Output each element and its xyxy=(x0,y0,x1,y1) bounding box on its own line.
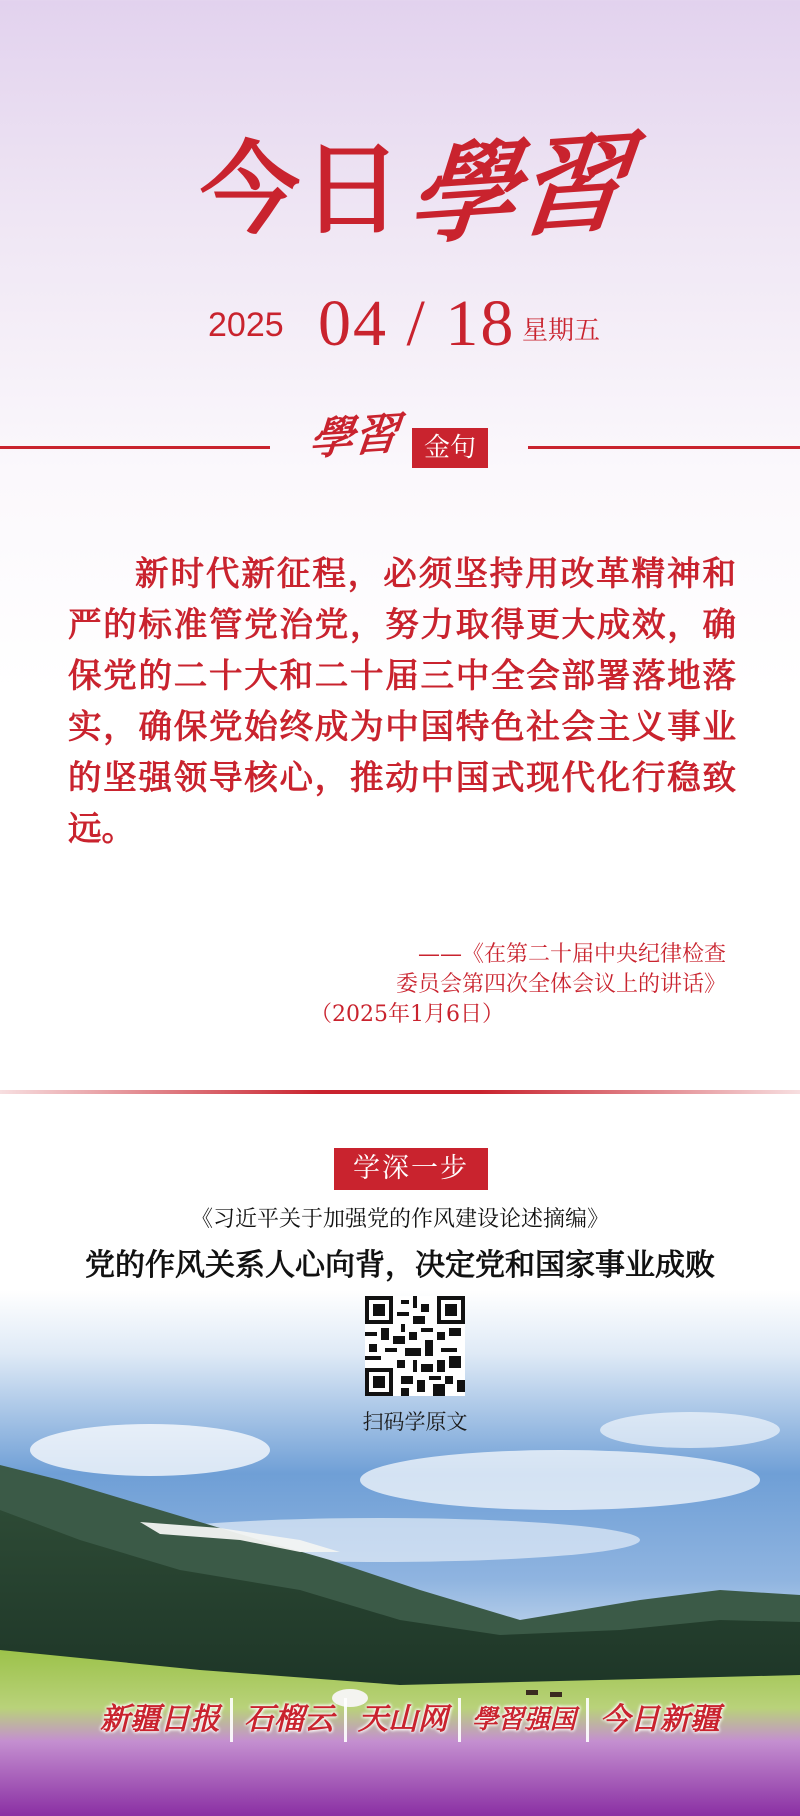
quote-text: 新时代新征程，必须坚持用改革精神和严的标准管党治党，努力取得更大成效，确保党的二十大和二十届三中全会部署落地落实，确保党始终成为中国特色社会主义事业的坚强领导核心，推动中国式现代化行稳致远。 xyxy=(68,554,736,848)
masthead-title-today: 今日 xyxy=(200,131,404,248)
logo-separator xyxy=(458,1698,461,1742)
logo-today-xinjiang: 今日新疆 xyxy=(599,1702,720,1737)
masthead xyxy=(0,110,800,280)
quote-source-line-1: ——《在第二十届中央纪律检查 xyxy=(417,942,726,967)
qr-code-icon[interactable] xyxy=(365,1296,465,1396)
logo-separator xyxy=(586,1698,589,1742)
learn-deeper-tag: 学深一步 xyxy=(334,1148,488,1190)
golden-quote-tag: 金句 xyxy=(412,428,488,468)
section-divider-left xyxy=(0,446,270,449)
logo-xinjiang-daily: 新疆日报 xyxy=(100,1702,220,1737)
date-row xyxy=(0,287,800,362)
headline: 党的作风关系人心向背，决定党和国家事业成败 xyxy=(85,1248,715,1283)
book-title: 《习近平关于加强党的作风建设论述摘编》 xyxy=(190,1207,609,1232)
quote-source-line-2: 委员会第四次全体会议上的讲话》 xyxy=(395,972,726,997)
section-divider-right xyxy=(528,446,800,449)
date-weekday: 星期五 xyxy=(522,316,601,346)
divider-line xyxy=(0,1090,800,1094)
logo-xuexi-qiangguo: 學習强国 xyxy=(471,1705,576,1735)
logo-separator xyxy=(230,1698,233,1742)
footer-logos xyxy=(100,1694,720,1746)
logo-separator xyxy=(344,1698,347,1742)
study-logo: 學習 xyxy=(306,408,402,466)
qr-caption: 扫码学原文 xyxy=(362,1410,468,1434)
masthead-title-study-logo: 學習 xyxy=(402,119,634,261)
date-year: 2025 xyxy=(208,306,284,344)
quote-source xyxy=(260,940,726,1030)
logo-tianshan-net: 天山网 xyxy=(357,1702,448,1737)
quote-source-date: （2025年1月6日） xyxy=(310,1002,504,1027)
date-month-day: 04 / 18 xyxy=(318,287,516,360)
logo-shiliuyun: 石榴云 xyxy=(243,1702,334,1737)
